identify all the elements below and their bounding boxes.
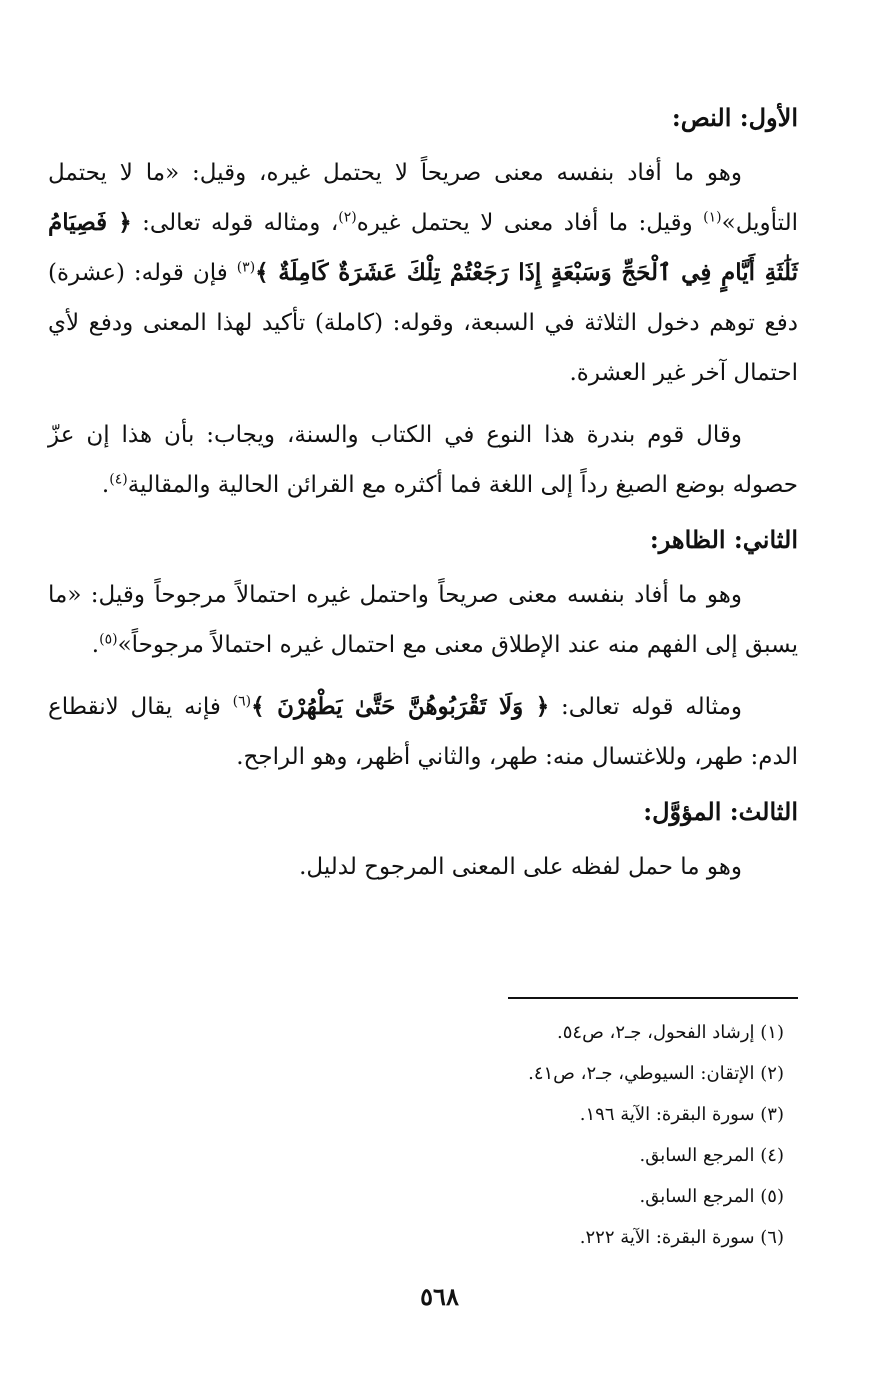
paragraph-muawwal-definition <box>48 842 798 892</box>
section-heading-nass: الأول: النص: <box>671 103 798 132</box>
quran-verse: ﴿ وَلَا تَقْرَبُوهُنَّ حَتَّىٰ يَطْهُرْنَ ﴾ <box>251 693 550 720</box>
footnote-ref-6[interactable]: (٦) <box>232 693 252 710</box>
footnote-3: (٣) سورة البقرة: الآية ١٩٦. <box>579 1104 784 1125</box>
footnote-ref-4[interactable]: (٤) <box>109 471 128 488</box>
page-body <box>48 100 798 904</box>
section-heading-muawwal: الثالث: المؤوَّل: <box>643 797 798 826</box>
text: فإنه يقال لانقطاع الدم: طهر، وللاغتسال منه: طهر، والثاني أظهر، وهو الراجح. <box>48 694 798 770</box>
text: وقيل: ما أفاد معنى لا يحتمل غيره <box>356 210 704 236</box>
footnote-ref-5[interactable]: (٥) <box>99 631 118 648</box>
text: . <box>101 472 110 498</box>
text: وهو ما أفاد بنفسه معنى صريحاً واحتمل غيره احتمالاً مرجوحاً وقيل: «ما يسبق إلى الفهم منه عند الإطلاق معنى مع احتمال غيره احتمالاً مرجوحاً» <box>48 582 798 658</box>
footnote-2: (٢) الإتقان: السيوطي، جـ٢، ص٤١. <box>528 1063 784 1084</box>
footnote-5: (٥) المرجع السابق. <box>639 1186 784 1207</box>
text: . <box>91 632 100 658</box>
paragraph-zahir-example <box>48 682 798 782</box>
section-heading-zahir: الثاني: الظاهر: <box>649 525 798 554</box>
paragraph-nass-definition <box>48 148 798 398</box>
footnotes <box>48 1012 798 1258</box>
text: وقال قوم بندرة هذا النوع في الكتاب والسنة، ويجاب: بأن هذا إن عزّ حصوله بوضع الصيغ رداً إلى اللغة فما أكثره مع القرائن الحالية والمقالية <box>48 422 798 498</box>
paragraph-zahir-definition <box>48 570 798 670</box>
footnote-ref-3[interactable]: (٣) <box>236 259 256 276</box>
footnote-6: (٦) سورة البقرة: الآية ٢٢٢. <box>579 1227 784 1248</box>
quran-verse: ﴿ فَصِيَامُ ثَلَٰثَةِ أَيَّامٍ فِي ٱلْحَجِّ وَسَبْعَةٍ إِذَا رَجَعْتُمْ تِلْكَ عَشَرَةٌ كَامِلَةٌ ﴾ <box>48 209 798 286</box>
text: ، ومثاله قوله تعالى: <box>131 210 339 236</box>
footnote-divider <box>508 997 798 999</box>
footnote-1: (١) إرشاد الفحول، جـ٢، ص٥٤. <box>556 1022 784 1043</box>
footnote-4: (٤) المرجع السابق. <box>639 1145 784 1166</box>
text: وهو ما حمل لفظه على المعنى المرجوح لدليل. <box>299 854 742 880</box>
footnote-ref-2[interactable]: (٢) <box>338 209 357 226</box>
text: وهو ما أفاد بنفسه معنى صريحاً لا يحتمل غيره، وقيل: «ما لا يحتمل التأويل» <box>48 160 798 236</box>
page-number: ٥٦٨ <box>420 1282 459 1311</box>
footnote-ref-1[interactable]: (١) <box>703 209 722 226</box>
paragraph-nass-rarity <box>48 410 798 510</box>
text: فإن قوله: (عشرة) دفع توهم دخول الثلاثة في السبعة، وقوله: (كاملة) تأكيد لهذا المعنى ودفع لأي احتمال آخر غير العشرة. <box>48 260 798 386</box>
text: ومثاله قوله تعالى: <box>549 694 743 720</box>
